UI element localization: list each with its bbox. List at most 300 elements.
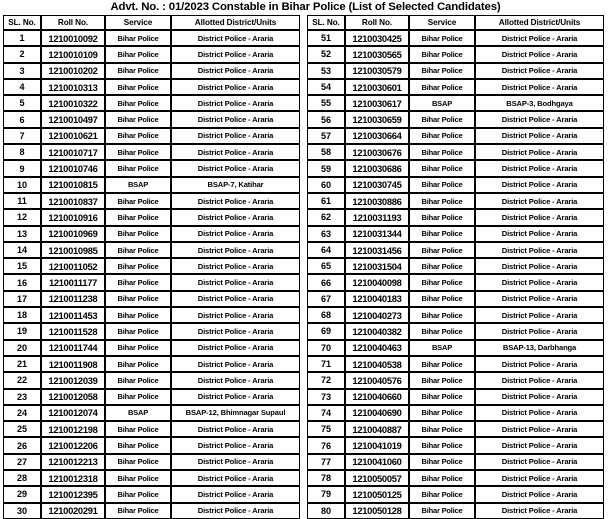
candidate-service: Bihar Police — [105, 111, 171, 127]
candidate-service: Bihar Police — [409, 209, 475, 225]
candidate-allotted-district: District Police - Araria — [475, 356, 604, 372]
candidate-allotted-district: District Police - Araria — [171, 389, 300, 405]
candidate-allotted-district: District Police - Araria — [171, 323, 300, 339]
candidate-serial-number: 73 — [307, 389, 345, 405]
candidate-roll-number: 1210010313 — [41, 79, 105, 95]
candidate-allotted-district: District Police - Araria — [475, 258, 604, 274]
column-header-roll-no: Roll No. — [345, 15, 409, 30]
candidate-roll-number: 1210010837 — [41, 193, 105, 209]
table-row — [3, 470, 300, 486]
candidate-serial-number: 21 — [3, 356, 41, 372]
candidate-service: Bihar Police — [105, 128, 171, 144]
table-row — [3, 242, 300, 258]
candidate-serial-number: 71 — [307, 356, 345, 372]
candidate-roll-number: 1210031456 — [345, 242, 409, 258]
candidate-allotted-district: District Police - Araria — [171, 470, 300, 486]
candidate-roll-number: 1210040690 — [345, 405, 409, 421]
candidate-allotted-district: BSAP-7, Katihar — [171, 177, 300, 193]
candidate-service: Bihar Police — [105, 486, 171, 502]
candidate-serial-number: 53 — [307, 63, 345, 79]
candidate-roll-number: 1210010985 — [41, 242, 105, 258]
candidate-allotted-district: District Police - Araria — [171, 226, 300, 242]
table-row — [3, 63, 300, 79]
candidate-allotted-district: District Police - Araria — [475, 323, 604, 339]
table-row — [307, 274, 604, 290]
candidate-service: BSAP — [105, 177, 171, 193]
candidate-roll-number: 1210011744 — [41, 340, 105, 356]
candidate-serial-number: 27 — [3, 454, 41, 470]
table-row — [3, 323, 300, 339]
candidate-allotted-district: District Police - Araria — [171, 274, 300, 290]
candidate-allotted-district: District Police - Araria — [475, 421, 604, 437]
candidate-service: Bihar Police — [409, 111, 475, 127]
column-header-sl-no: SL. No. — [307, 15, 345, 30]
candidate-allotted-district: District Police - Araria — [171, 372, 300, 388]
candidate-allotted-district: District Police - Araria — [171, 95, 300, 111]
candidate-allotted-district: District Police - Araria — [171, 193, 300, 209]
candidate-roll-number: 1210040538 — [345, 356, 409, 372]
candidate-roll-number: 1210012074 — [41, 405, 105, 421]
column-header-service: Service — [409, 15, 475, 30]
candidate-service: Bihar Police — [409, 144, 475, 160]
candidate-serial-number: 30 — [3, 503, 41, 519]
candidate-allotted-district: District Police - Araria — [475, 79, 604, 95]
table-row — [3, 405, 300, 421]
candidate-allotted-district: District Police - Araria — [171, 128, 300, 144]
candidate-roll-number: 1210031504 — [345, 258, 409, 274]
candidate-roll-number: 1210011052 — [41, 258, 105, 274]
candidate-roll-number: 1210030686 — [345, 160, 409, 176]
table-row — [3, 421, 300, 437]
candidate-allotted-district: District Police - Araria — [171, 291, 300, 307]
candidate-service: Bihar Police — [409, 307, 475, 323]
candidate-allotted-district: District Police - Araria — [171, 437, 300, 453]
candidate-roll-number: 1210011177 — [41, 274, 105, 290]
candidate-allotted-district: District Police - Araria — [475, 454, 604, 470]
table-row — [3, 226, 300, 242]
candidate-roll-number: 1210010916 — [41, 209, 105, 225]
candidate-serial-number: 75 — [307, 421, 345, 437]
table-row — [307, 193, 604, 209]
table-row — [307, 242, 604, 258]
candidate-service: Bihar Police — [105, 356, 171, 372]
candidate-service: Bihar Police — [105, 323, 171, 339]
candidate-roll-number: 1210030659 — [345, 111, 409, 127]
table-row — [307, 160, 604, 176]
candidate-allotted-district: District Police - Araria — [475, 128, 604, 144]
column-header-service: Service — [105, 15, 171, 30]
candidate-service: Bihar Police — [409, 30, 475, 46]
candidate-allotted-district: District Police - Araria — [171, 144, 300, 160]
candidate-serial-number: 12 — [3, 209, 41, 225]
candidate-roll-number: 1210050057 — [345, 470, 409, 486]
candidate-serial-number: 13 — [3, 226, 41, 242]
candidate-allotted-district: BSAP-13, Darbhanga — [475, 340, 604, 356]
candidate-serial-number: 1 — [3, 30, 41, 46]
candidate-service: Bihar Police — [409, 389, 475, 405]
table-row — [3, 177, 300, 193]
table-row — [3, 389, 300, 405]
candidate-service: Bihar Police — [105, 209, 171, 225]
candidate-allotted-district: District Police - Araria — [171, 209, 300, 225]
candidate-roll-number: 1210010717 — [41, 144, 105, 160]
candidate-roll-number: 1210012039 — [41, 372, 105, 388]
candidate-serial-number: 15 — [3, 258, 41, 274]
table-row — [307, 95, 604, 111]
candidate-serial-number: 72 — [307, 372, 345, 388]
candidate-serial-number: 74 — [307, 405, 345, 421]
table-row — [307, 63, 604, 79]
candidate-service: Bihar Police — [105, 63, 171, 79]
table-row — [307, 421, 604, 437]
candidate-service: Bihar Police — [105, 193, 171, 209]
candidate-service: Bihar Police — [105, 79, 171, 95]
candidate-serial-number: 18 — [3, 307, 41, 323]
candidate-service: Bihar Police — [409, 470, 475, 486]
candidate-serial-number: 55 — [307, 95, 345, 111]
candidate-roll-number: 1210012198 — [41, 421, 105, 437]
candidate-service: Bihar Police — [409, 177, 475, 193]
candidate-serial-number: 6 — [3, 111, 41, 127]
candidate-roll-number: 1210040098 — [345, 274, 409, 290]
candidate-service: Bihar Police — [409, 323, 475, 339]
candidate-serial-number: 57 — [307, 128, 345, 144]
table-body-left — [3, 30, 300, 519]
candidate-service: Bihar Police — [409, 242, 475, 258]
candidate-roll-number: 1210010969 — [41, 226, 105, 242]
candidate-service: Bihar Police — [105, 160, 171, 176]
candidate-serial-number: 70 — [307, 340, 345, 356]
candidate-allotted-district: District Police - Araria — [475, 405, 604, 421]
candidate-serial-number: 23 — [3, 389, 41, 405]
candidate-serial-number: 60 — [307, 177, 345, 193]
table-row — [307, 389, 604, 405]
candidate-roll-number: 1210011238 — [41, 291, 105, 307]
table-row — [3, 160, 300, 176]
candidate-roll-number: 1210031193 — [345, 209, 409, 225]
candidate-allotted-district: District Police - Araria — [171, 454, 300, 470]
candidate-service: Bihar Police — [409, 258, 475, 274]
candidate-allotted-district: District Police - Araria — [171, 356, 300, 372]
candidate-service: Bihar Police — [105, 242, 171, 258]
candidate-serial-number: 52 — [307, 46, 345, 62]
candidate-service: Bihar Police — [409, 226, 475, 242]
candidate-allotted-district: District Police - Araria — [171, 421, 300, 437]
candidate-service: Bihar Police — [105, 372, 171, 388]
candidate-service: Bihar Police — [409, 193, 475, 209]
candidate-serial-number: 20 — [3, 340, 41, 356]
table-row — [307, 323, 604, 339]
table-row — [3, 46, 300, 62]
candidate-allotted-district: District Police - Araria — [171, 258, 300, 274]
candidate-serial-number: 58 — [307, 144, 345, 160]
candidate-serial-number: 22 — [3, 372, 41, 388]
column-header-district: Allotted District/Units — [171, 15, 300, 30]
candidate-serial-number: 24 — [3, 405, 41, 421]
header-row — [3, 15, 300, 30]
candidate-allotted-district: District Police - Araria — [475, 160, 604, 176]
table-row — [307, 258, 604, 274]
candidate-serial-number: 68 — [307, 307, 345, 323]
candidate-allotted-district: District Police - Araria — [171, 30, 300, 46]
candidate-service: Bihar Police — [409, 63, 475, 79]
candidate-serial-number: 64 — [307, 242, 345, 258]
candidate-serial-number: 25 — [3, 421, 41, 437]
candidate-service: Bihar Police — [409, 274, 475, 290]
candidate-service: Bihar Police — [105, 46, 171, 62]
candidate-allotted-district: District Police - Araria — [171, 46, 300, 62]
candidate-service: Bihar Police — [105, 470, 171, 486]
candidate-roll-number: 1210040382 — [345, 323, 409, 339]
candidate-allotted-district: District Police - Araria — [171, 111, 300, 127]
candidate-service: Bihar Police — [105, 30, 171, 46]
tables-container — [0, 13, 611, 519]
table-row — [3, 291, 300, 307]
candidate-allotted-district: District Police - Araria — [475, 46, 604, 62]
candidate-service: Bihar Police — [409, 454, 475, 470]
candidate-roll-number: 1210040576 — [345, 372, 409, 388]
candidate-serial-number: 9 — [3, 160, 41, 176]
candidate-roll-number: 1210011908 — [41, 356, 105, 372]
candidate-allotted-district: BSAP-12, Bhimnagar Supaul — [171, 405, 300, 421]
candidate-service: Bihar Police — [409, 291, 475, 307]
candidate-roll-number: 1210011528 — [41, 323, 105, 339]
candidate-roll-number: 1210011453 — [41, 307, 105, 323]
candidate-service: Bihar Police — [105, 274, 171, 290]
table-row — [3, 356, 300, 372]
page-title: Advt. No. : 01/2023 Constable in Bihar Police (List of Selected Candidates) — [110, 1, 501, 13]
table-row — [307, 405, 604, 421]
candidate-serial-number: 69 — [307, 323, 345, 339]
candidate-allotted-district: District Police - Araria — [475, 30, 604, 46]
candidate-roll-number: 1210040273 — [345, 307, 409, 323]
candidate-serial-number: 65 — [307, 258, 345, 274]
candidate-roll-number: 1210030565 — [345, 46, 409, 62]
candidate-allotted-district: BSAP-3, Bodhgaya — [475, 95, 604, 111]
candidate-roll-number: 1210010202 — [41, 63, 105, 79]
candidate-serial-number: 78 — [307, 470, 345, 486]
candidate-roll-number: 1210031344 — [345, 226, 409, 242]
candidate-serial-number: 3 — [3, 63, 41, 79]
table-row — [307, 454, 604, 470]
candidate-roll-number: 1210050128 — [345, 503, 409, 519]
candidate-roll-number: 1210030579 — [345, 63, 409, 79]
candidate-serial-number: 28 — [3, 470, 41, 486]
column-header-roll-no: Roll No. — [41, 15, 105, 30]
candidate-serial-number: 59 — [307, 160, 345, 176]
table-row — [3, 111, 300, 127]
candidate-serial-number: 56 — [307, 111, 345, 127]
candidate-allotted-district: District Police - Araria — [171, 486, 300, 502]
candidate-service: Bihar Police — [409, 437, 475, 453]
candidate-service: Bihar Police — [409, 160, 475, 176]
candidate-roll-number: 1210040463 — [345, 340, 409, 356]
candidate-roll-number: 1210040183 — [345, 291, 409, 307]
candidate-service: Bihar Police — [409, 405, 475, 421]
candidate-roll-number: 1210030886 — [345, 193, 409, 209]
candidate-service: Bihar Police — [409, 46, 475, 62]
candidate-roll-number: 1210012395 — [41, 486, 105, 502]
table-row — [307, 340, 604, 356]
table-row — [3, 209, 300, 225]
candidate-serial-number: 67 — [307, 291, 345, 307]
table-row — [307, 144, 604, 160]
table-row — [3, 144, 300, 160]
candidate-allotted-district: District Police - Araria — [171, 340, 300, 356]
table-row — [3, 79, 300, 95]
candidate-allotted-district: District Police - Araria — [475, 274, 604, 290]
candidate-service: Bihar Police — [105, 421, 171, 437]
table-row — [3, 307, 300, 323]
candidate-roll-number: 1210030664 — [345, 128, 409, 144]
candidate-roll-number: 1210012058 — [41, 389, 105, 405]
candidate-serial-number: 7 — [3, 128, 41, 144]
selected-candidates-table-left — [3, 15, 300, 519]
table-header-right — [307, 15, 604, 30]
candidate-service: Bihar Police — [105, 144, 171, 160]
candidate-roll-number: 1210030617 — [345, 95, 409, 111]
candidate-serial-number: 10 — [3, 177, 41, 193]
candidate-allotted-district: District Police - Araria — [475, 389, 604, 405]
candidate-roll-number: 1210010815 — [41, 177, 105, 193]
candidate-service: Bihar Police — [409, 356, 475, 372]
table-row — [3, 340, 300, 356]
table-row — [3, 30, 300, 46]
candidate-roll-number: 1210010746 — [41, 160, 105, 176]
table-row — [3, 258, 300, 274]
table-row — [3, 274, 300, 290]
candidate-allotted-district: District Police - Araria — [475, 242, 604, 258]
column-header-district: Allotted District/Units — [475, 15, 604, 30]
selected-candidates-table-right — [307, 15, 604, 519]
candidate-allotted-district: District Police - Araria — [475, 291, 604, 307]
candidate-roll-number: 1210010621 — [41, 128, 105, 144]
table-row — [307, 470, 604, 486]
candidate-allotted-district: District Police - Araria — [475, 372, 604, 388]
candidate-service: BSAP — [105, 405, 171, 421]
candidate-serial-number: 26 — [3, 437, 41, 453]
candidate-service: Bihar Police — [105, 258, 171, 274]
candidate-service: Bihar Police — [409, 486, 475, 502]
candidate-allotted-district: District Police - Araria — [171, 160, 300, 176]
candidate-allotted-district: District Police - Araria — [171, 63, 300, 79]
table-row — [3, 193, 300, 209]
candidate-serial-number: 2 — [3, 46, 41, 62]
candidate-serial-number: 8 — [3, 144, 41, 160]
table-row — [3, 437, 300, 453]
table-row — [307, 356, 604, 372]
table-row — [307, 209, 604, 225]
candidate-serial-number: 61 — [307, 193, 345, 209]
candidate-serial-number: 29 — [3, 486, 41, 502]
candidate-service: Bihar Police — [105, 340, 171, 356]
table-header-left — [3, 15, 300, 30]
candidate-service: Bihar Police — [105, 454, 171, 470]
table-row — [3, 95, 300, 111]
candidate-service: Bihar Police — [409, 372, 475, 388]
candidate-serial-number: 19 — [3, 323, 41, 339]
candidate-service: Bihar Police — [409, 421, 475, 437]
candidate-roll-number: 1210030601 — [345, 79, 409, 95]
candidate-roll-number: 1210041019 — [345, 437, 409, 453]
table-row — [307, 177, 604, 193]
candidate-serial-number: 77 — [307, 454, 345, 470]
candidate-serial-number: 5 — [3, 95, 41, 111]
table-row — [307, 79, 604, 95]
candidate-service: BSAP — [409, 95, 475, 111]
candidate-serial-number: 51 — [307, 30, 345, 46]
candidate-serial-number: 76 — [307, 437, 345, 453]
table-row — [307, 46, 604, 62]
candidate-roll-number: 1210041060 — [345, 454, 409, 470]
header-row — [307, 15, 604, 30]
candidate-allotted-district: District Police - Araria — [171, 79, 300, 95]
candidate-allotted-district: District Police - Araria — [475, 437, 604, 453]
candidate-allotted-district: District Police - Araria — [475, 111, 604, 127]
candidate-roll-number: 1210020291 — [41, 503, 105, 519]
candidate-service: Bihar Police — [105, 503, 171, 519]
table-row — [3, 503, 300, 519]
candidate-allotted-district: District Police - Araria — [475, 193, 604, 209]
candidate-allotted-district: District Police - Araria — [475, 209, 604, 225]
candidate-roll-number: 1210030676 — [345, 144, 409, 160]
candidate-roll-number: 1210010092 — [41, 30, 105, 46]
candidate-roll-number: 1210012206 — [41, 437, 105, 453]
table-row — [3, 372, 300, 388]
candidate-serial-number: 66 — [307, 274, 345, 290]
candidate-service: Bihar Police — [409, 503, 475, 519]
candidate-serial-number: 63 — [307, 226, 345, 242]
candidate-allotted-district: District Police - Araria — [171, 242, 300, 258]
table-row — [307, 291, 604, 307]
table-row — [307, 486, 604, 502]
table-row — [307, 226, 604, 242]
candidate-roll-number: 1210040887 — [345, 421, 409, 437]
candidate-allotted-district: District Police - Araria — [475, 63, 604, 79]
candidate-roll-number: 1210040660 — [345, 389, 409, 405]
table-row — [307, 30, 604, 46]
candidate-roll-number: 1210010109 — [41, 46, 105, 62]
table-row — [307, 307, 604, 323]
table-row — [307, 503, 604, 519]
candidate-allotted-district: District Police - Araria — [475, 307, 604, 323]
candidate-roll-number: 1210030745 — [345, 177, 409, 193]
table-row — [307, 128, 604, 144]
candidate-service: Bihar Police — [105, 95, 171, 111]
candidate-roll-number: 1210030425 — [345, 30, 409, 46]
candidate-service: Bihar Police — [105, 437, 171, 453]
candidate-allotted-district: District Police - Araria — [475, 226, 604, 242]
candidate-serial-number: 79 — [307, 486, 345, 502]
candidate-serial-number: 17 — [3, 291, 41, 307]
candidate-roll-number: 1210012213 — [41, 454, 105, 470]
candidate-serial-number: 16 — [3, 274, 41, 290]
candidate-roll-number: 1210050125 — [345, 486, 409, 502]
table-row — [3, 128, 300, 144]
candidate-serial-number: 11 — [3, 193, 41, 209]
candidate-allotted-district: District Police - Araria — [171, 503, 300, 519]
candidate-service: Bihar Police — [105, 291, 171, 307]
candidate-roll-number: 1210010322 — [41, 95, 105, 111]
table-row — [307, 437, 604, 453]
candidate-allotted-district: District Police - Araria — [475, 503, 604, 519]
candidate-allotted-district: District Police - Araria — [475, 177, 604, 193]
candidate-allotted-district: District Police - Araria — [475, 486, 604, 502]
candidate-allotted-district: District Police - Araria — [475, 470, 604, 486]
candidate-serial-number: 80 — [307, 503, 345, 519]
candidate-serial-number: 4 — [3, 79, 41, 95]
candidate-allotted-district: District Police - Araria — [171, 307, 300, 323]
